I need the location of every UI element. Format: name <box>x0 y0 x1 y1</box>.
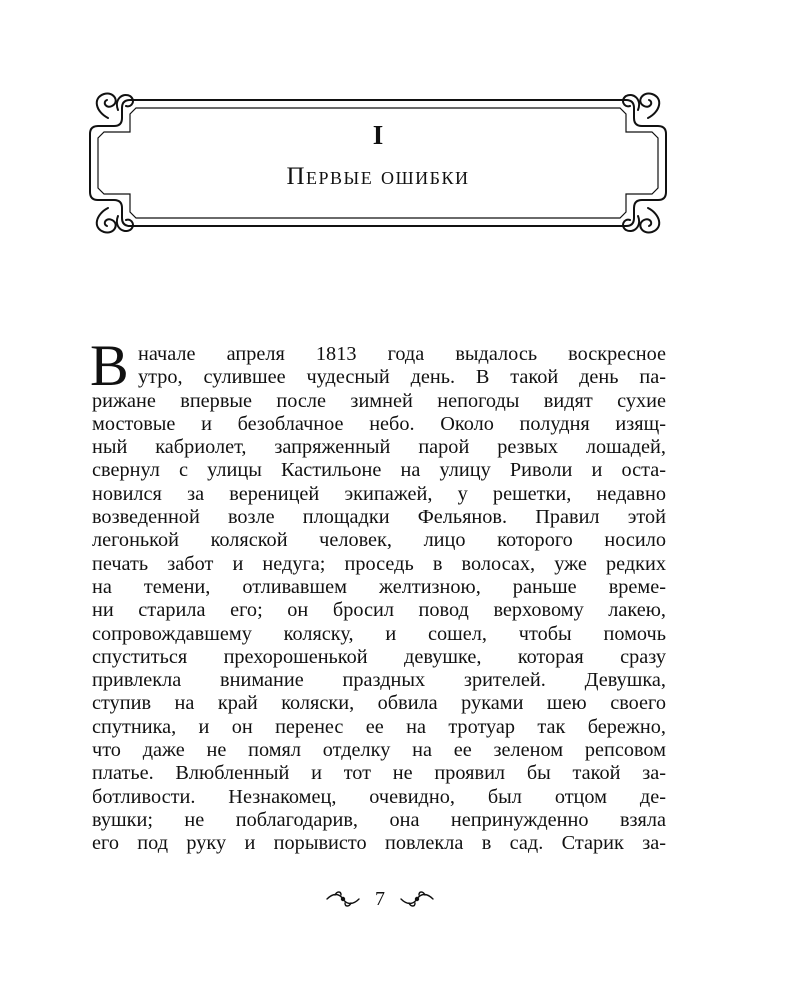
text-line: мостовые и безоблачное небо. Около полудня изящ- <box>92 412 666 435</box>
right-flourish-icon <box>399 889 435 909</box>
text-line: ступив на край коляски, обвила руками шею своего <box>92 692 666 715</box>
text-line: что даже не помял отделку на ее зеленом репсовом <box>92 739 666 762</box>
text-line: свернул с улицы Кастильоне на улицу Риволи и оста- <box>92 459 666 482</box>
text-line: ни старила его; он бросил повод верховому лакею, <box>92 599 666 622</box>
text-line: его под руку и порывисто повлекла в сад. Старик за- <box>92 832 666 855</box>
text-line: привлекла внимание праздных зрителей. Девушка, <box>92 669 666 692</box>
text-line: ботливости. Незнакомец, очевидно, был отцом де- <box>92 785 666 808</box>
chapter-number: I <box>372 120 384 150</box>
text-line: спуститься прехорошенькой девушке, которая сразу <box>92 645 666 668</box>
text-line: легонькой коляской человек, лицо которого носило <box>92 529 666 552</box>
text-line: начале апреля 1813 года выдалось воскресное <box>138 343 666 365</box>
text-line: на темени, отливавшем желтизною, раньше време- <box>92 575 666 598</box>
text-line: возведенной возле площадки Фельянов. Правил этой <box>92 506 666 529</box>
text-line: рижане впервые после зимней непогоды видят сухие <box>92 389 666 412</box>
page-footer <box>300 882 460 916</box>
text-line: утро, сулившее чудесный день. В такой день па- <box>138 366 666 389</box>
text-line: платье. Влюбленный и тот не проявил бы такой за- <box>92 762 666 785</box>
text-line: спутника, и он перенес ее на тротуар так бережно, <box>92 715 666 738</box>
text-line: вушки; не поблагодарив, она непринужденно взяла <box>92 808 666 831</box>
page-number: 7 <box>375 887 385 910</box>
body-text <box>92 343 666 856</box>
text-line: сопровождавшему коляску, и сошел, чтобы помочь <box>92 622 666 645</box>
text-line: печать забот и недуга; проседь в волосах, уже редких <box>92 552 666 575</box>
text-line: ный кабриолет, запряженный парой резвых лошадей, <box>92 436 666 459</box>
left-flourish-icon <box>325 889 361 909</box>
text-line: новился за вереницей экипажей, у решетки, недавно <box>92 482 666 505</box>
chapter-title: Первые ошибки <box>286 163 470 190</box>
drop-cap: В <box>90 333 129 398</box>
